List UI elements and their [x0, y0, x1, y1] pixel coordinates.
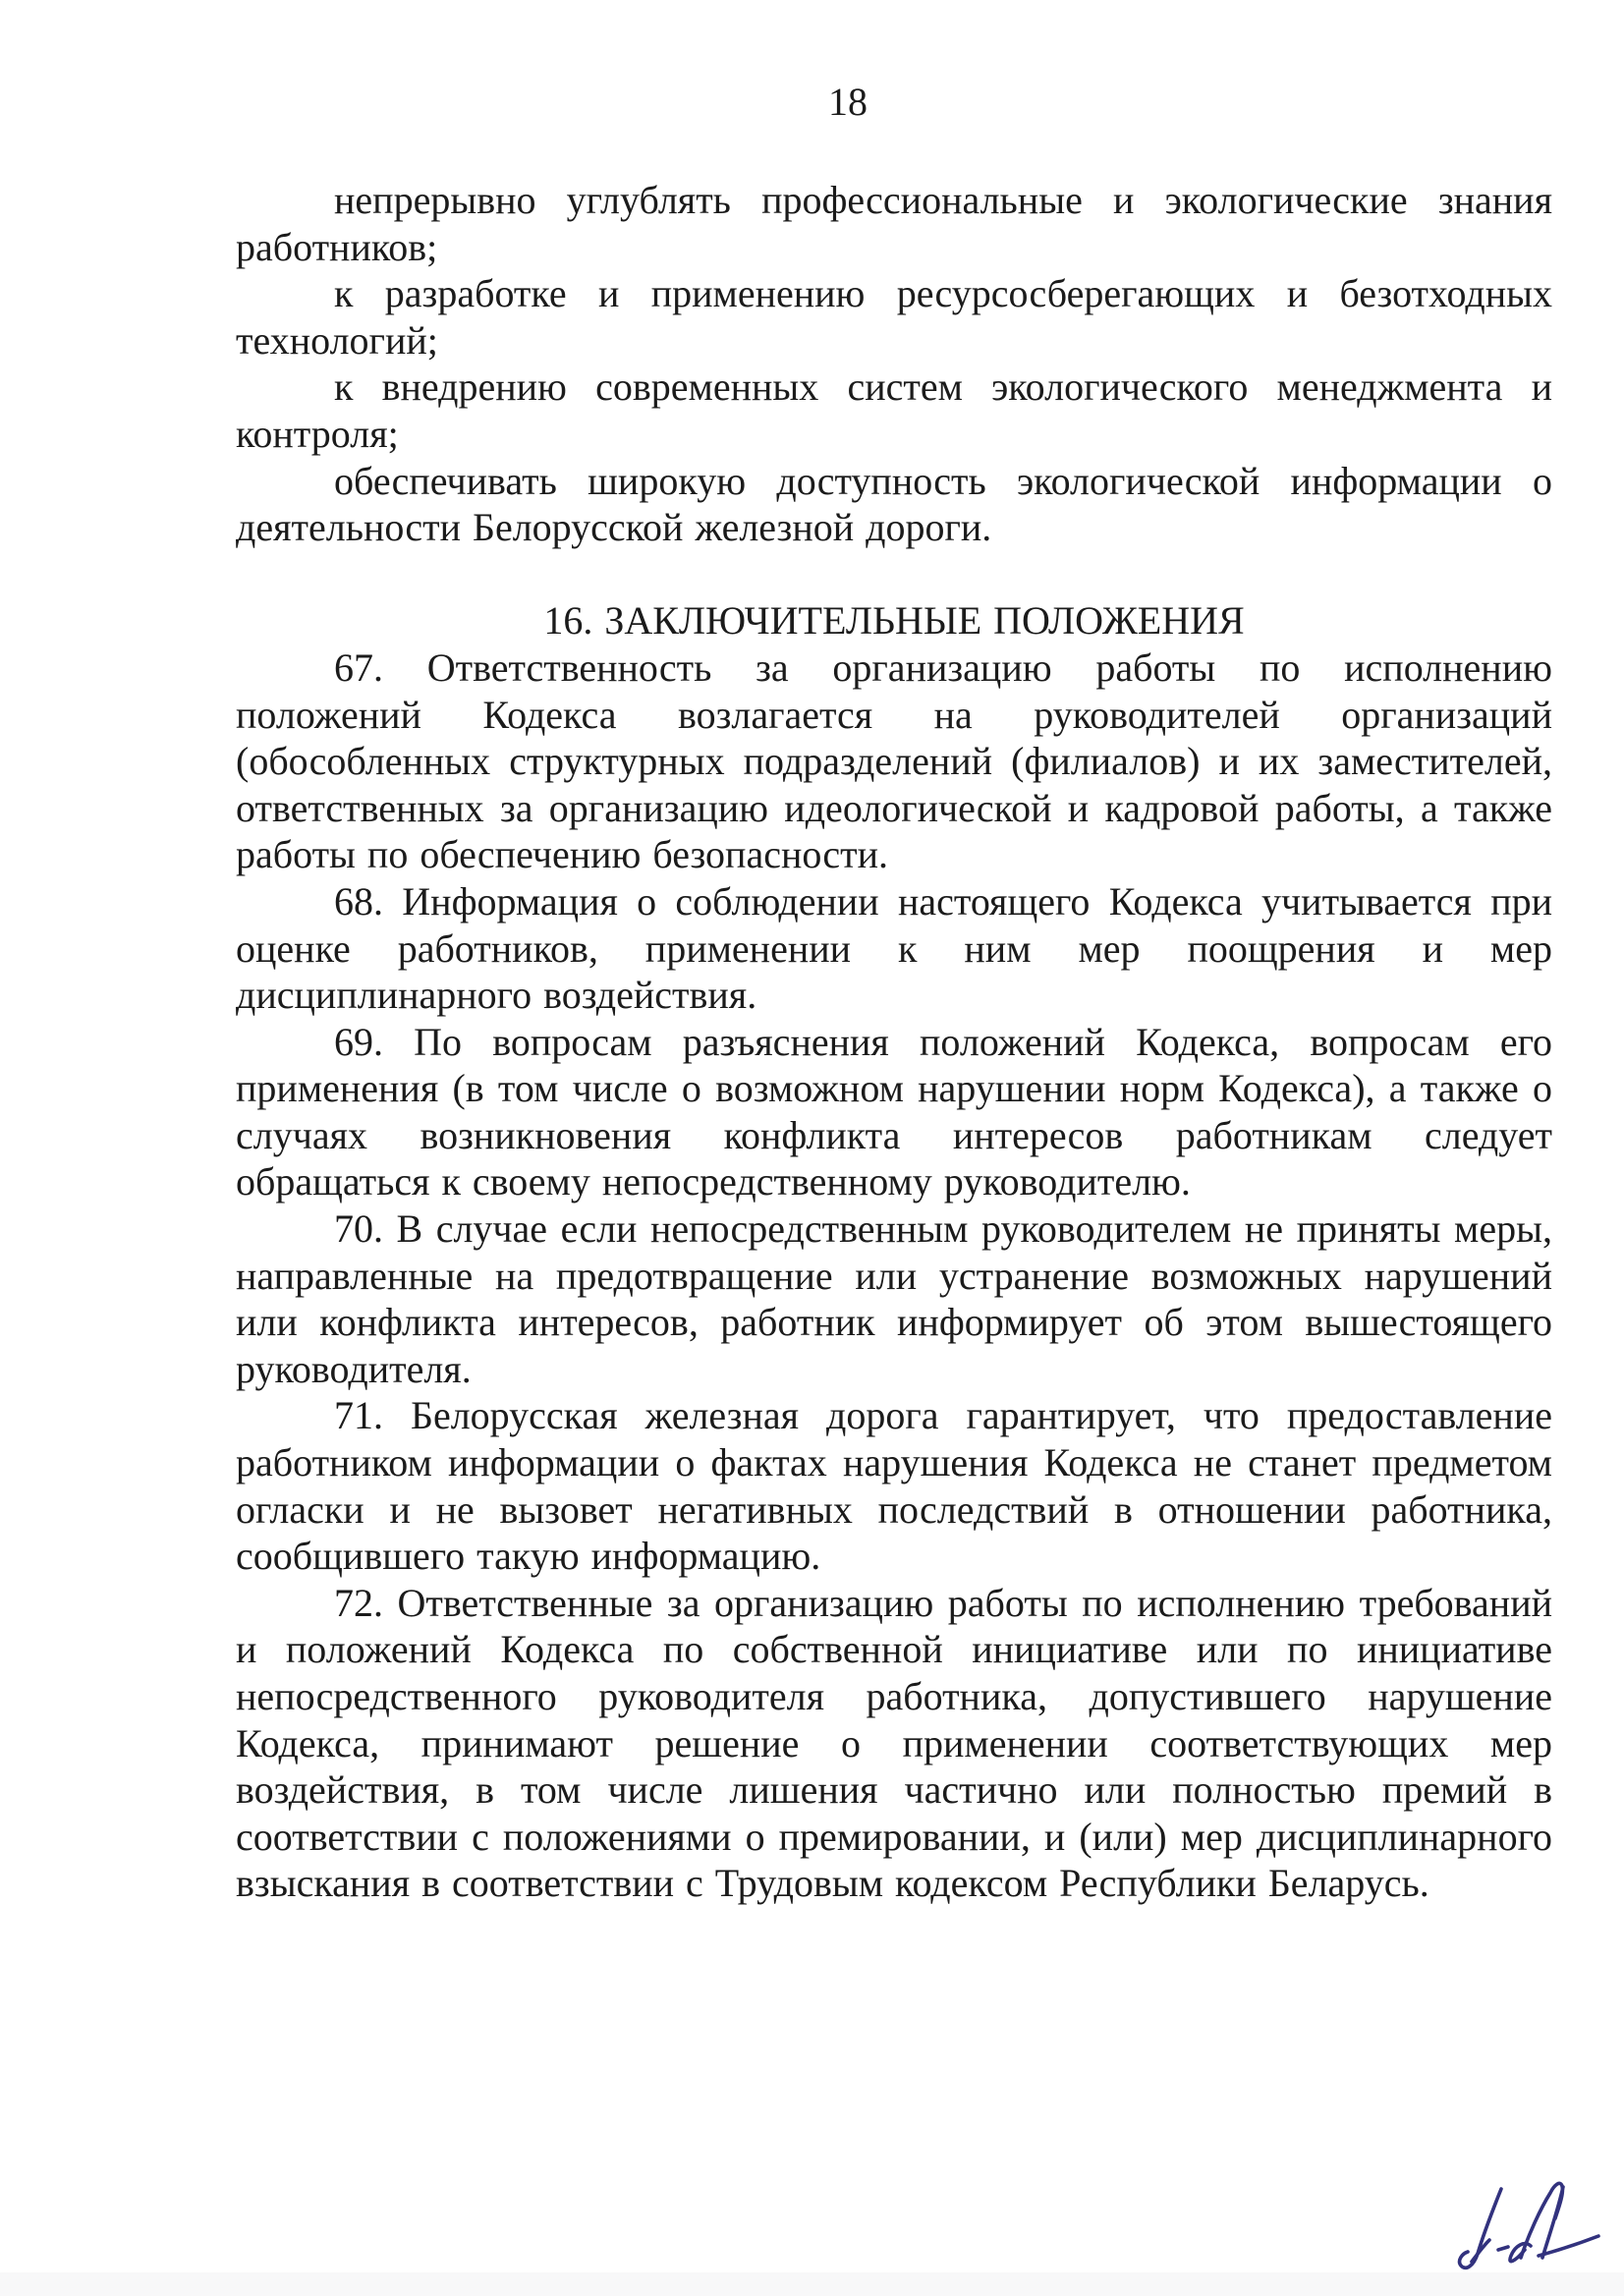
paragraph-72: 72. Ответственные за организацию работы по исполнению требований и положений Кодекса по собственной инициативе или по инициативе непосредственного руководителя работника, допустившего нарушение Кодекса, принимают решение о применении соответствующих мер воздействия, в том числе лишения частично или полностью премий в соответствии с положениями о премировании, и (или) мер дисциплинарного взыскания в соответствии с Трудовым кодексом Республики Беларусь.	[236, 1580, 1552, 1906]
signature-stroke-tall-up	[1521, 2183, 1562, 2258]
paragraph-71: 71. Белорусская железная дорога гарантирует, что предоставление работником информации о фактах нарушения Кодекса не станет предметом огласки и не вызовет негативных последствий в отношении работника, сообщившего такую информацию.	[236, 1393, 1552, 1579]
page-number: 18	[828, 80, 868, 124]
scan-edge-artifact	[0, 2272, 1624, 2296]
paragraph-69: 69. По вопросам разъяснения положений Кодекса, вопросам его применения (в том числе о возможном нарушении норм Кодекса), а также о случаях возникновения конфликта интересов работникам следует обращаться к своему непосредственному руководителю.	[236, 1019, 1552, 1204]
signature-stroke-dash-dot	[1498, 2247, 1508, 2250]
paragraph-eco-management: к внедрению современных систем экологического менеджмента и контроля;	[236, 364, 1552, 456]
signature-stroke-first-letter	[1460, 2189, 1501, 2268]
paragraph-eco-information: обеспечивать широкую доступность экологической информации о деятельности Белорусской железной дороги.	[236, 458, 1552, 550]
paragraph-resource-saving: к разработке и применению ресурсосберегающих и безотходных технологий;	[236, 271, 1552, 363]
section-heading: 16. ЗАКЛЮЧИТЕЛЬНЫЕ ПОЛОЖЕНИЯ	[543, 598, 1245, 644]
paragraph-67: 67. Ответственность за организацию работы по исполнению положений Кодекса возлагается на руководителей организаций (обособленных структурных подразделений (филиалов) и их заместителей, ответственных за организацию идеологической и кадровой работы, а также работы по обеспечению безопасности.	[236, 644, 1552, 877]
paragraph-68: 68. Информация о соблюдении настоящего Кодекса учитывается при оценке работников, применении к ним мер поощрения и мер дисциплинарного воздействия.	[236, 878, 1552, 1018]
paragraph-ecology-knowledge: непрерывно углублять профессиональные и экологические знания работников;	[236, 178, 1552, 269]
document-body	[236, 177, 1552, 1907]
paragraph-70: 70. В случае если непосредственным руководителем не приняты меры, направленные на предотвращение или устранение возможных нарушений или конфликта интересов, работник информирует об этом вышестоящего руководителя.	[236, 1206, 1552, 1391]
